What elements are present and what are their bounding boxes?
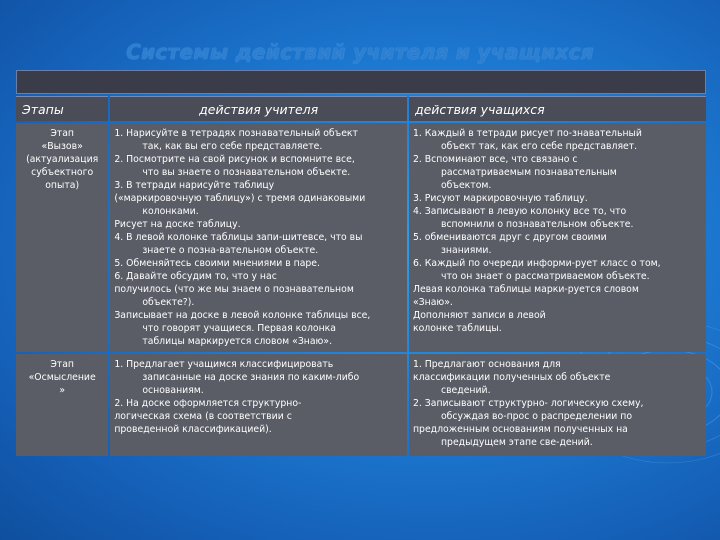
table-row: [16, 123, 706, 352]
teacher-line: колонками.: [142, 206, 199, 217]
stage-cell: [16, 354, 108, 456]
students-line: 1. Предлагают основания для: [412, 359, 561, 370]
teacher-line: таблицы маркируется словом «Знаю».: [142, 336, 333, 347]
teacher-line: получилось (что же мы знаем о познавательном: [114, 284, 354, 295]
header-teacher: действия учителя: [110, 96, 407, 121]
teacher-line: логическая схема (в соответствии с: [114, 411, 292, 422]
teacher-line: Записывает на доске в левой колонке таблицы все,: [114, 310, 371, 321]
teacher-line: объекте?).: [142, 297, 195, 308]
stage-line: (актуализация: [26, 154, 99, 165]
teacher-line: 5. Обменяйтесь своими мнениями в паре.: [114, 258, 320, 269]
stage-line: «Вызов»: [41, 141, 83, 152]
students-line: 4. Записывают в левую колонку все то, что: [412, 206, 627, 217]
teacher-line: записанные на доске знания по каким-либо: [142, 372, 360, 383]
page-title: Системы действий учителя и учащихся: [126, 40, 594, 64]
stage-cell: [16, 123, 108, 352]
students-line: 5. обмениваются друг с другом своими: [412, 232, 607, 243]
teacher-line: 1. Нарисуйте в тетрадях познавательный объект: [114, 128, 358, 139]
teacher-cell: [110, 123, 407, 352]
students-line: Левая колонка таблицы марки-руется словом: [412, 284, 639, 295]
teacher-line: («маркировочную таблицу») с тремя одинаковыми: [114, 193, 366, 204]
stage-line: субъектного: [31, 167, 94, 178]
header-row: [16, 96, 706, 121]
students-line: 6. Каждый по очереди информи-рует класс о том,: [412, 258, 661, 269]
blank-cell: [16, 70, 706, 94]
students-cell: [409, 123, 706, 352]
students-line: 3. Рисуют маркировочную таблицу.: [412, 193, 588, 204]
teacher-line: знаете о позна-вательном объекте.: [142, 245, 319, 256]
students-line: знаниями.: [440, 245, 492, 256]
teacher-line: 2. Посмотрите на свой рисунок и вспомните все,: [114, 154, 355, 165]
students-line: 2. Записывают структурно- логическую схему,: [412, 398, 644, 409]
students-line: обсуждая во-прос о распределении по: [440, 411, 633, 422]
students-line: предложенным основаниям полученных на: [412, 424, 628, 435]
teacher-line: что говорят учащиеся. Первая колонка: [142, 323, 336, 334]
teacher-line: основаниям.: [142, 385, 204, 396]
students-line: Дополняют записи в левой: [412, 310, 546, 321]
students-line: колонке таблицы.: [412, 323, 502, 334]
students-line: рассматриваемым познавательным: [440, 167, 617, 178]
stage-line: «Осмысление: [28, 372, 96, 383]
stage-line: Этап: [50, 128, 74, 139]
blank-row: [16, 70, 706, 94]
students-line: объектом.: [440, 180, 492, 191]
stage-line: Этап: [50, 359, 74, 370]
table-row: [16, 354, 706, 456]
header-students: действия учащихся: [409, 96, 706, 121]
students-line: предыдущем этапе све-дений.: [440, 437, 593, 448]
teacher-line: 2. На доске оформляется структурно-: [114, 398, 302, 409]
teacher-line: Рисует на доске таблицу.: [114, 219, 241, 230]
header-stages: Этапы: [16, 96, 108, 121]
students-line: что он знает о рассматриваемом объекте.: [440, 271, 650, 282]
actions-table: [14, 68, 708, 458]
stage-line: »: [59, 385, 66, 396]
teacher-line: 3. В тетради нарисуйте таблицу: [114, 180, 275, 191]
students-cell: [409, 354, 706, 456]
teacher-line: 1. Предлагает учащимся классифицировать: [114, 359, 334, 370]
students-line: объект так, как его себе представляет.: [440, 141, 638, 152]
teacher-line: так, как вы его себе представляете.: [142, 141, 323, 152]
stage-line: опыта): [45, 180, 80, 191]
teacher-line: проведенной классификацией).: [114, 424, 272, 435]
teacher-cell: [110, 354, 407, 456]
students-line: сведений.: [440, 385, 491, 396]
teacher-line: 6. Давайте обсудим то, что у нас: [114, 271, 277, 282]
students-line: вспомнили о познавательном объекте.: [440, 219, 634, 230]
teacher-line: что вы знаете о познавательном объекте.: [142, 167, 351, 178]
students-line: 2. Вспоминают все, что связано с: [412, 154, 578, 165]
teacher-line: 4. В левой колонке таблицы запи-шитевсе, что вы: [114, 232, 363, 243]
students-line: классификации полученных об объекте: [412, 372, 611, 383]
students-line: «Знаю».: [412, 297, 453, 308]
students-line: 1. Каждый в тетради рисует по-знавательный: [412, 128, 642, 139]
